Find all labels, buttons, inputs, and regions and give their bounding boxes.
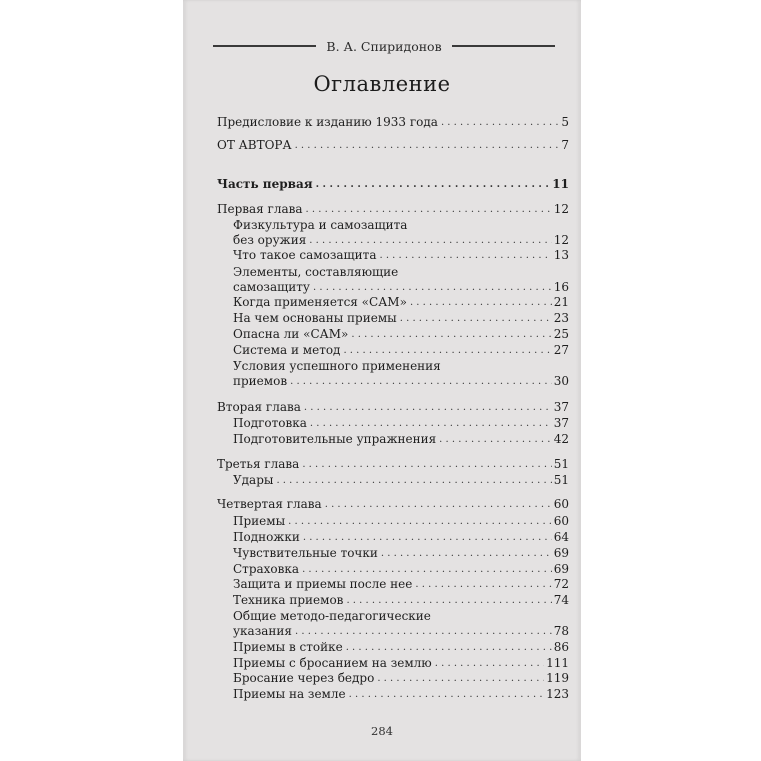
toc-entry-page: 60 — [553, 514, 569, 528]
toc-entry-is-sam-dangerous — [233, 327, 569, 342]
toc-entry-preparation — [233, 416, 569, 431]
page-title: Оглавление — [313, 72, 451, 96]
toc-entry-label: Часть первая — [217, 177, 313, 191]
toc-entry-conditions — [233, 359, 569, 389]
toc-entry-throwing-techniques — [233, 656, 569, 671]
toc-entry-label: Защита и приемы после нее — [233, 577, 413, 591]
leader-dots — [349, 690, 544, 700]
leader-dots — [302, 565, 552, 575]
toc-entry-label: Приемы с бросанием на землю — [233, 656, 432, 670]
toc-entry-label: Бросание через бедро — [233, 671, 375, 685]
toc-entry-page: 7 — [561, 138, 569, 152]
header-rule-left — [213, 45, 316, 47]
toc-entry-label: без оружия — [233, 233, 307, 247]
toc-entry-page: 69 — [553, 562, 569, 576]
toc-entry-chapter-2 — [217, 400, 569, 415]
leader-dots — [439, 435, 552, 445]
toc-entry-page: 25 — [553, 327, 569, 341]
toc-entry-techniques — [233, 514, 569, 529]
toc-entry-page: 69 — [553, 546, 569, 560]
toc-entry-page: 37 — [553, 416, 569, 430]
leader-dots — [325, 500, 552, 510]
toc-entry-label-line1: Элементы, составляющие — [233, 265, 399, 279]
leader-dots — [313, 283, 552, 293]
toc-entry-page: 11 — [552, 177, 569, 191]
toc-entry-page: 16 — [553, 280, 569, 294]
toc-entry-part-one — [217, 177, 569, 192]
toc-entry-page: 111 — [546, 656, 569, 670]
toc-entry-when-applied — [233, 295, 569, 310]
toc-entry-page: 27 — [553, 343, 569, 357]
leader-dots — [415, 580, 551, 590]
toc-entry-page: 51 — [553, 473, 569, 487]
toc-entry-page: 37 — [553, 400, 569, 414]
leader-dots — [304, 403, 552, 413]
toc-entry-label: Что такое самозащита — [233, 248, 377, 262]
toc-entry-label: самозащиту — [233, 280, 310, 294]
leader-dots — [343, 346, 551, 356]
toc-entry-ground-techniques — [233, 687, 569, 702]
toc-entry-label: Удары — [233, 473, 274, 487]
toc-entry-page: 21 — [553, 295, 569, 309]
toc-entry-from-author — [217, 138, 569, 153]
toc-entry-page: 72 — [553, 577, 569, 591]
leader-dots — [303, 533, 552, 543]
toc-entry-label: Подготовительные упражнения — [233, 432, 437, 446]
toc-entry-label: Подготовка — [233, 416, 307, 430]
toc-entry-label: Вторая глава — [217, 400, 301, 414]
toc-entry-basis-of-techniques — [233, 311, 569, 326]
leader-dots — [276, 476, 551, 486]
toc-entry-chapter-4 — [217, 497, 569, 512]
toc-entry-technique — [233, 593, 569, 608]
toc-entry-label: Приемы на земле — [233, 687, 346, 701]
toc-entry-page: 42 — [553, 432, 569, 446]
leader-dots — [377, 674, 544, 684]
leader-dots — [381, 549, 552, 559]
leader-dots — [441, 118, 559, 128]
toc-entry-elements — [233, 265, 569, 295]
leader-dots — [346, 596, 551, 606]
leader-dots — [435, 659, 544, 669]
leader-dots — [309, 236, 551, 246]
toc-entry-methodical-guidance — [233, 609, 569, 639]
leader-dots — [400, 314, 552, 324]
toc-entry-page: 74 — [553, 593, 569, 607]
toc-entry-chapter-3 — [217, 457, 569, 472]
leader-dots — [295, 627, 552, 637]
toc-entry-hip-throw — [233, 671, 569, 686]
toc-entry-page: 5 — [561, 115, 569, 129]
toc-entry-preparatory-exercises — [233, 432, 569, 447]
toc-entry-page: 12 — [553, 202, 569, 216]
leader-dots — [290, 377, 552, 387]
toc-entry-defense — [233, 577, 569, 592]
toc-entry-standing-techniques — [233, 640, 569, 655]
header-rule-right — [452, 45, 555, 47]
toc-entry-trips — [233, 530, 569, 545]
toc-entry-label: Предисловие к изданию 1933 года — [217, 115, 438, 129]
toc-entry-what-is-self-defense — [233, 248, 569, 263]
toc-entry-page: 60 — [553, 497, 569, 511]
toc-entry-page: 51 — [553, 457, 569, 471]
toc-entry-system-and-method — [233, 343, 569, 358]
toc-entry-label: Опасна ли «САМ» — [233, 327, 349, 341]
toc-entry-page: 13 — [553, 248, 569, 262]
author-name: В. А. Спиридонов — [326, 38, 442, 54]
toc-entry-label: Система и метод — [233, 343, 341, 357]
toc-entry-label: На чем основаны приемы — [233, 311, 397, 325]
toc-entry-fitness-self-defense — [233, 218, 569, 248]
toc-entry-page: 119 — [546, 671, 569, 685]
toc-entry-label: указания — [233, 624, 292, 638]
leader-dots — [302, 460, 551, 470]
leader-dots — [306, 205, 552, 215]
toc-entry-page: 64 — [553, 530, 569, 544]
toc-entry-label: Подножки — [233, 530, 300, 544]
toc-entry-label: Приемы в стойке — [233, 640, 343, 654]
leader-dots — [310, 419, 552, 429]
toc-entry-label: Страховка — [233, 562, 300, 576]
toc-entry-label-line1: Общие методо-педагогические — [233, 609, 431, 623]
toc-entry-page: 123 — [546, 687, 569, 701]
toc-entry-page: 23 — [553, 311, 569, 325]
toc-entry-label: Приемы — [233, 514, 286, 528]
leader-dots — [288, 517, 552, 527]
toc-entry-page: 12 — [553, 233, 569, 247]
toc-entry-strikes — [233, 473, 569, 488]
book-page — [183, 0, 581, 761]
leader-dots — [346, 643, 552, 653]
running-head — [213, 36, 555, 56]
leader-dots — [410, 298, 552, 308]
toc-entry-sensitive-points — [233, 546, 569, 561]
leader-dots — [351, 330, 551, 340]
toc-entry-page: 78 — [553, 624, 569, 638]
leader-dots — [316, 180, 551, 190]
toc-entry-label-line1: Условия успешного применения — [233, 359, 441, 373]
toc-entry-page: 86 — [553, 640, 569, 654]
toc-entry-label: Четвертая глава — [217, 497, 322, 511]
toc-entry-label-line1: Физкультура и самозащита — [233, 218, 408, 232]
page-number: 284 — [371, 724, 393, 738]
toc-entry-chapter-1 — [217, 202, 569, 217]
toc-entry-page: 30 — [553, 374, 569, 388]
toc-entry-label: приемов — [233, 374, 288, 388]
toc-entry-label: ОТ АВТОРА — [217, 138, 292, 152]
toc-entry-label: Третья глава — [217, 457, 300, 471]
toc-entry-label: Когда применяется «САМ» — [233, 295, 407, 309]
toc-entry-safety — [233, 562, 569, 577]
toc-entry-label: Техника приемов — [233, 593, 344, 607]
toc-entry-label: Первая глава — [217, 202, 303, 216]
toc-entry-label: Чувствительные точки — [233, 546, 378, 560]
leader-dots — [379, 251, 551, 261]
leader-dots — [295, 141, 560, 151]
toc-entry-preface-1933 — [217, 115, 569, 130]
